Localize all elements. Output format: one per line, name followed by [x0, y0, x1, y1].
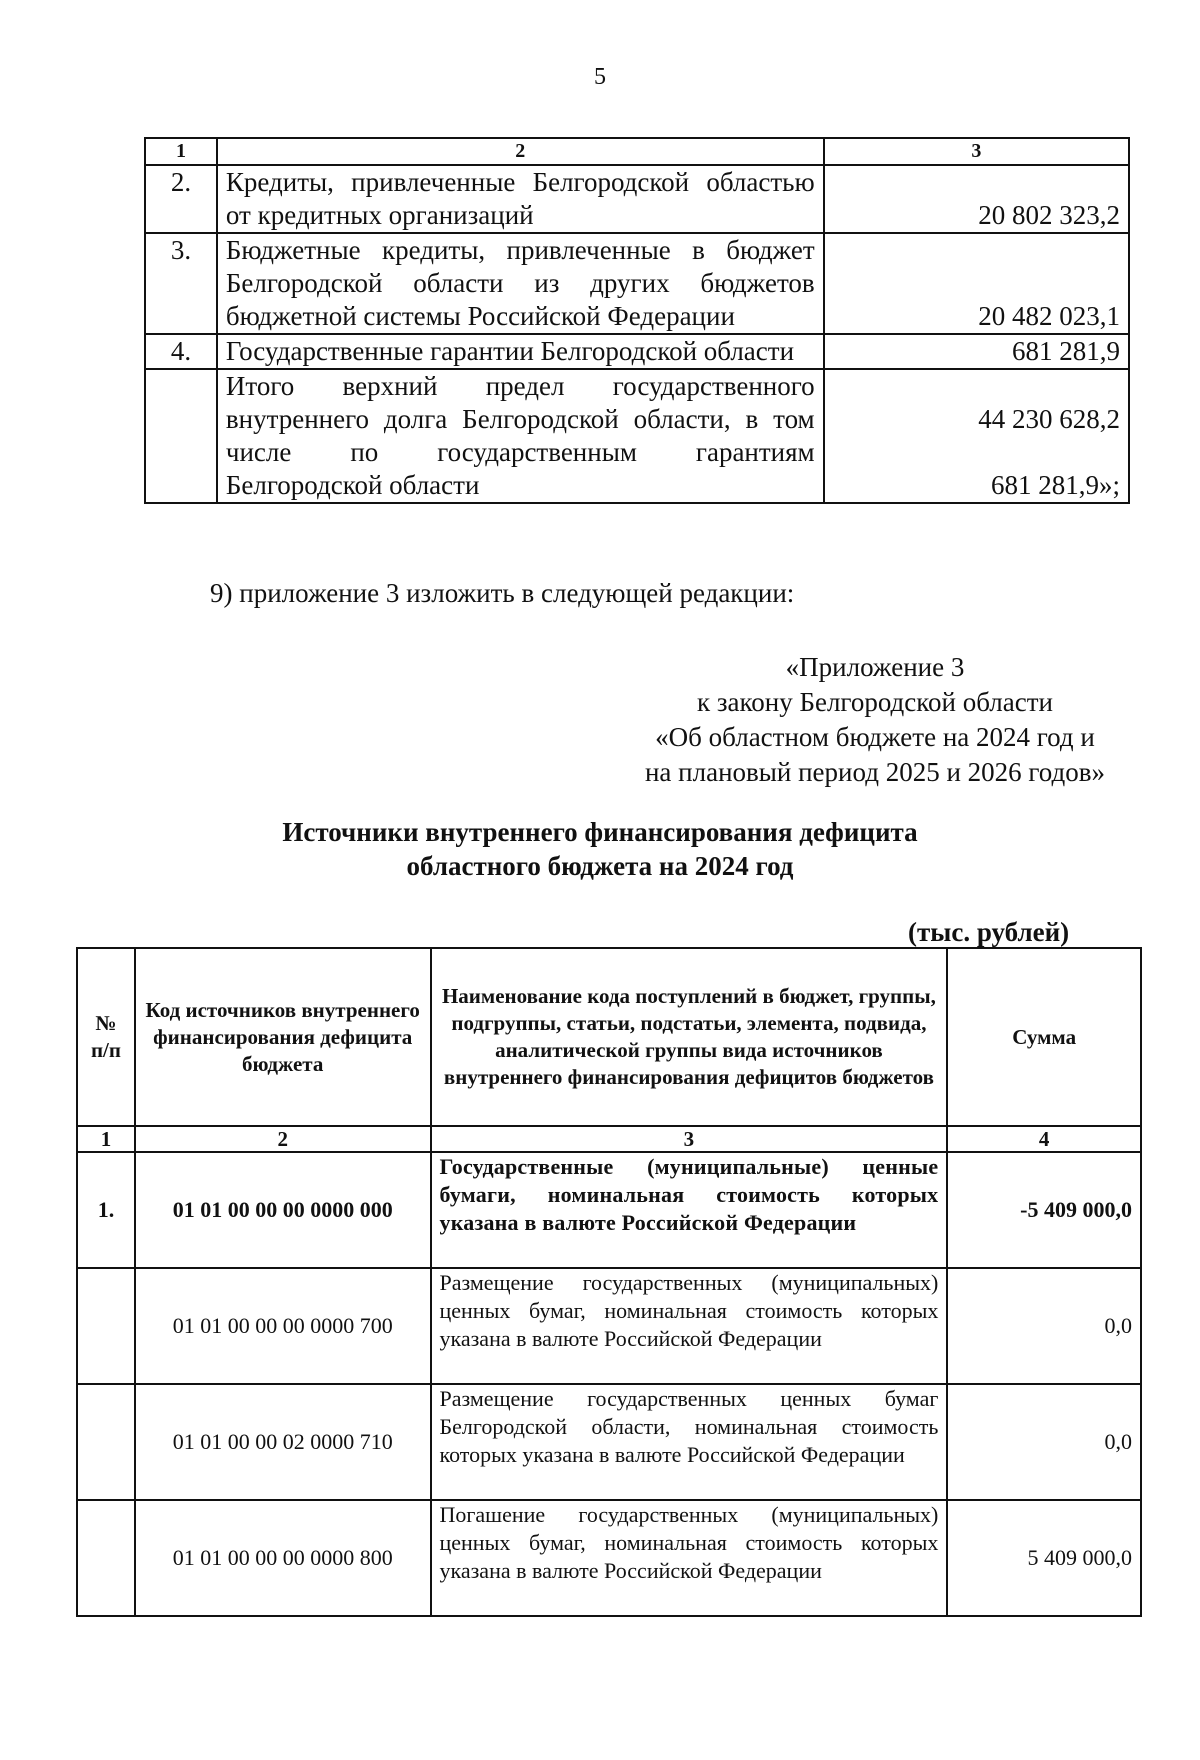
row-description: Бюджетные кредиты, привлеченные в бюджет Белгородской области из других бюджетов бюджетной системы Российской Федерации — [217, 233, 824, 334]
row-number: 2. — [145, 165, 217, 233]
total-description: Итого верхний предел государственного внутреннего долга Белгородской области, в том числе по государственным гарантиям Белгородской области — [217, 369, 824, 503]
total-row — [145, 369, 1129, 503]
header-name: Наименование кода поступлений в бюджет, группы, подгруппы, статьи, подстатьи, элемента, подвида, аналитической группы вида источников внутреннего финансирования дефицитов бюджетов — [431, 948, 948, 1126]
index-cell: 2 — [135, 1126, 431, 1152]
row-number — [77, 1384, 135, 1500]
row-amount: 20 482 023,1 — [824, 233, 1129, 334]
table-row — [145, 165, 1129, 233]
table-row — [77, 1152, 1141, 1268]
debt-table — [144, 137, 1130, 504]
table-row — [77, 1384, 1141, 1500]
table-row — [77, 1500, 1141, 1616]
total-amount-guarantees: 681 281,9»; — [990, 470, 1120, 500]
debt-header-cell: 2 — [217, 138, 824, 165]
row-code: 01 01 00 00 00 0000 800 — [135, 1500, 431, 1616]
appendix-line: «Об областном бюджете на 2024 год и — [655, 722, 1095, 752]
row-sum: 5 409 000,0 — [947, 1500, 1141, 1616]
title-line: областного бюджета на 2024 год — [406, 851, 794, 881]
row-description: Государственные гарантии Белгородской области — [217, 334, 824, 369]
index-cell: 4 — [947, 1126, 1141, 1152]
row-sum: -5 409 000,0 — [947, 1152, 1141, 1268]
row-name: Погашение государственных (муниципальных) ценных бумаг, номинальная стоимость которых указана в валюте Российской Федерации — [431, 1500, 948, 1616]
section-title — [0, 815, 1200, 883]
sources-table — [76, 947, 1142, 1617]
row-name: Размещение государственных (муниципальных) ценных бумаг, номинальная стоимость которых указана в валюте Российской Федерации — [431, 1268, 948, 1384]
table-row — [145, 233, 1129, 334]
appendix-line: «Приложение 3 — [785, 652, 965, 682]
row-code: 01 01 00 00 02 0000 710 — [135, 1384, 431, 1500]
row-code: 01 01 00 00 00 0000 000 — [135, 1152, 431, 1268]
appendix-line: на плановый период 2025 и 2026 годов» — [644, 757, 1106, 787]
row-name: Государственные (муниципальные) ценные бумаги, номинальная стоимость которых указана в валюте Российской Федерации — [431, 1152, 948, 1268]
title-line: Источники внутреннего финансирования дефицита — [282, 817, 918, 847]
units-label: (тыс. рублей) — [908, 917, 1070, 947]
row-code: 01 01 00 00 00 0000 700 — [135, 1268, 431, 1384]
total-amounts — [824, 369, 1129, 503]
debt-header-cell: 3 — [824, 138, 1129, 165]
debt-header-cell: 1 — [145, 138, 217, 165]
amendment-paragraph: 9) приложение 3 изложить в следующей редакции: — [210, 578, 795, 608]
row-description: Кредиты, привлеченные Белгородской областью от кредитных организаций — [217, 165, 824, 233]
table-row — [77, 1268, 1141, 1384]
header-number: № п/п — [77, 948, 135, 1126]
row-sum: 0,0 — [947, 1268, 1141, 1384]
row-number: 3. — [145, 233, 217, 334]
total-number — [145, 369, 217, 503]
page-number: 5 — [594, 64, 606, 90]
index-cell: 3 — [431, 1126, 948, 1152]
sources-table-header — [77, 948, 1141, 1126]
row-number: 4. — [145, 334, 217, 369]
table-row — [145, 334, 1129, 369]
row-sum: 0,0 — [947, 1384, 1141, 1500]
debt-table-header-row — [145, 138, 1129, 165]
row-amount: 20 802 323,2 — [824, 165, 1129, 233]
row-name: Размещение государственных ценных бумаг Белгородской области, номинальная стоимость которых указана в валюте Российской Федерации — [431, 1384, 948, 1500]
row-number: 1. — [77, 1152, 135, 1268]
appendix-line: к закону Белгородской области — [697, 687, 1053, 717]
index-cell: 1 — [77, 1126, 135, 1152]
row-number — [77, 1268, 135, 1384]
appendix-heading — [615, 650, 1135, 790]
header-code: Код источников внутреннего финансирования дефицита бюджета — [135, 948, 431, 1126]
sources-index-row — [77, 1126, 1141, 1152]
row-amount: 681 281,9 — [824, 334, 1129, 369]
header-sum: Сумма — [947, 948, 1141, 1126]
total-amount: 44 230 628,2 — [978, 404, 1120, 434]
row-number — [77, 1500, 135, 1616]
